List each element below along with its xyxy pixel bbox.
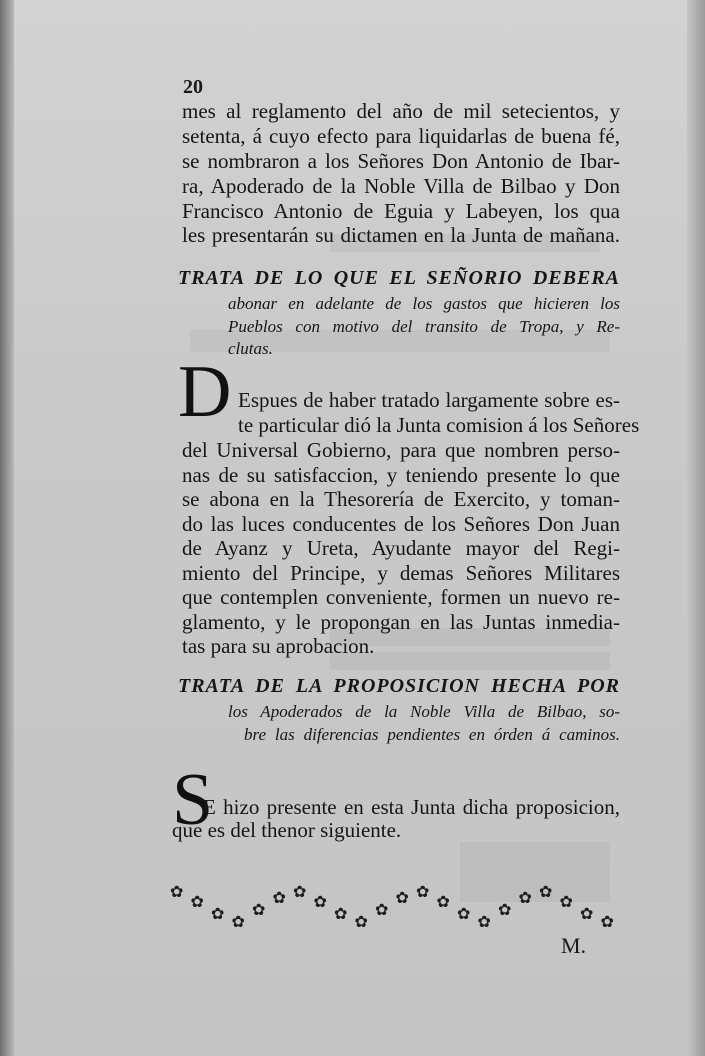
flower-ornament-icon: ✿ (477, 912, 491, 931)
text-line: del Universal Gobierno, para que nombren perso- (182, 438, 620, 462)
floral-ornament (170, 880, 620, 932)
text-line: se nombraron a los Señores Don Antonio de Ibar- (182, 149, 620, 173)
text-line: mes al reglamento del año de mil setecientos, y (182, 99, 620, 123)
flower-ornament-icon: ✿ (416, 882, 430, 901)
flower-ornament-icon: ✿ (539, 882, 553, 901)
section-subheading-line: Pueblos con motivo del transito de Tropa, y Re- (228, 317, 620, 336)
flower-ornament-icon: ✿ (457, 904, 471, 923)
section-subheading-line: abonar en adelante de los gastos que hicieren los (228, 294, 620, 313)
flower-ornament-icon: ✿ (252, 900, 266, 919)
text-line: glamento, y le propongan en las Juntas inmedia- (182, 610, 620, 634)
page-edge-left (0, 0, 14, 1056)
flower-ornament-icon: ✿ (395, 888, 409, 907)
text-line: Francisco Antonio de Eguia y Labeyen, los qua (182, 199, 620, 223)
flower-ornament-icon: ✿ (170, 882, 184, 901)
flower-ornament-icon: ✿ (559, 892, 573, 911)
catchword: M. (561, 933, 587, 958)
flower-ornament-icon: ✿ (231, 912, 245, 931)
flower-ornament-icon: ✿ (375, 900, 389, 919)
section-subheading-line: bre las diferencias pendientes en órden á caminos. (244, 725, 620, 744)
text-line: les presentarán su dictamen en la Junta de mañana. (182, 223, 620, 247)
text-line: E hizo presente en esta Junta dicha proposicion, (203, 795, 620, 819)
page-edge-right (687, 0, 705, 1056)
text-line: tas para su aprobacion. (182, 634, 375, 658)
flower-ornament-icon: ✿ (293, 882, 307, 901)
flower-ornament-icon: ✿ (334, 904, 348, 923)
text-line: Espues de haber tratado largamente sobre es- (238, 388, 620, 412)
section-subheading-line: clutas. (228, 339, 273, 358)
drop-cap: D (178, 351, 232, 433)
flower-ornament-icon: ✿ (272, 888, 286, 907)
drop-cap: S (172, 759, 214, 841)
flower-ornament-icon: ✿ (518, 888, 532, 907)
text-line: setenta, á cuyo efecto para liquidarlas de buena fé, (182, 124, 620, 148)
text-line: ra, Apoderado de la Noble Villa de Bilbao y Don (182, 174, 620, 198)
text-line: que contemplen conveniente, formen un nuevo re- (182, 585, 620, 609)
page-number: 20 (183, 76, 203, 98)
text-line: nas de su satisfaccion, y teniendo presente lo que (182, 463, 620, 487)
flower-ornament-icon: ✿ (498, 900, 512, 919)
text-line: miento del Principe, y demas Señores Militares (182, 561, 620, 585)
flower-ornament-icon: ✿ (600, 912, 614, 931)
flower-ornament-icon: ✿ (313, 892, 327, 911)
flower-ornament-icon: ✿ (580, 904, 594, 923)
text-line: do las luces conducentes de los Señores Don Juan (182, 512, 620, 536)
section-heading: TRATA DE LO QUE EL SEÑORIO DEBERA (178, 267, 620, 289)
flower-ornament-icon: ✿ (436, 892, 450, 911)
text-line: de Ayanz y Ureta, Ayudante mayor del Regi- (182, 536, 620, 560)
section-subheading-line: los Apoderados de la Noble Villa de Bilbao, so- (228, 702, 620, 721)
flower-ornament-icon: ✿ (354, 912, 368, 931)
text-line: se abona en la Thesorería de Exercito, y toman- (182, 487, 620, 511)
text-line: que es del thenor siguiente. (172, 818, 402, 842)
flower-ornament-icon: ✿ (190, 892, 204, 911)
text-line: te particular dió la Junta comision á los Señores (238, 413, 640, 437)
section-heading: TRATA DE LA PROPOSICION HECHA POR (178, 675, 620, 697)
flower-ornament-icon: ✿ (211, 904, 225, 923)
